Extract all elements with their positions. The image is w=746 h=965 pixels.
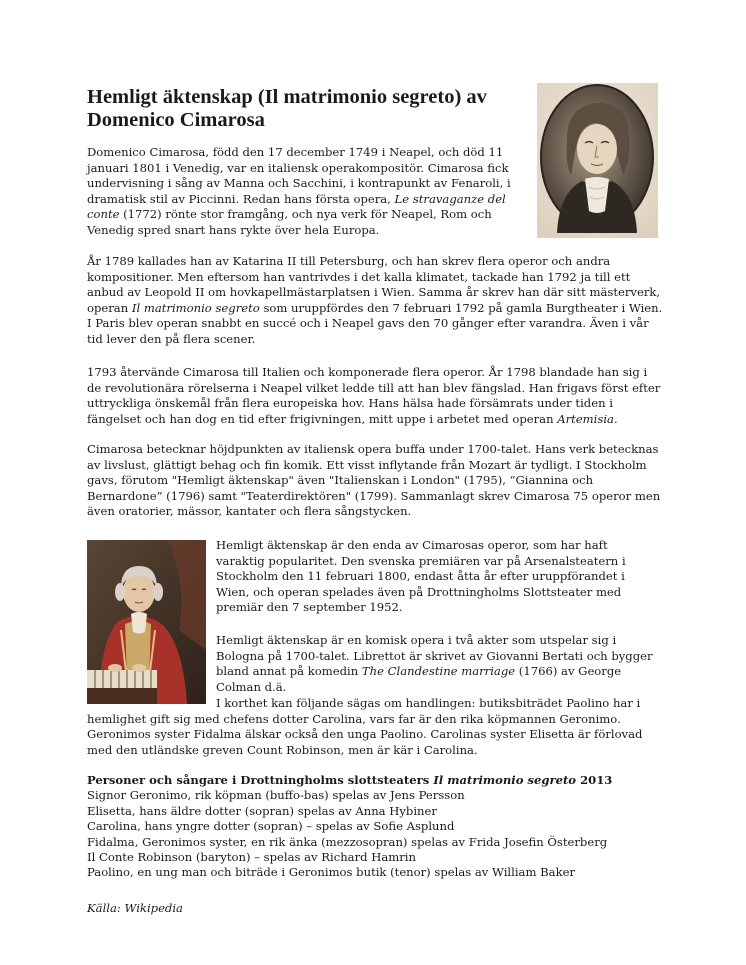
text-segment: Hemligt äktenskap är en komisk opera i två akter som utspelar sig i Bologna på 1700-talet. Librettot är skrivet av Giovanni Bertati och bygger bland annat på komedin [216,633,653,679]
cast-line: Carolina, hans yngre dotter (sopran) – spelas av Sofie Asplund [87,819,455,834]
opera-title-stravaganze: Le stravaganze del conte [87,191,506,222]
paragraph-biography [87,145,523,239]
opera-title-matrimonio: Il matrimonio segreto [433,773,577,787]
play-title-clandestine: The Clandestine marriage [361,664,516,679]
source-citation: Källa: Wikipedia [87,901,183,915]
paragraph-libretto [216,633,656,695]
text-segment: Domenico Cimarosa, född den 17 december 1749 i Neapel, och död 11 januari 1801 i Venedig, var en italiensk operakompositör. Cimarosa fick undervisning i sång av Manna och Sacchini, i kontrapunkt av Fenaroli, i dramatisk stil av Piccinni. Redan hans första opera, [87,145,511,206]
cast-line: Signor Geronimo, rik köpman (buffo-bas) spelas av Jens Persson [87,788,465,803]
cast-line: Fidalma, Geronimos syster, en rik änka (mezzosopran) spelas av Frida Josefin Österberg [87,834,608,849]
paragraph-popularity: Hemligt äktenskap är den enda av Cimarosas operor, som har haft varaktig popularitet. Den svenska premiären var på Arsenalsteatern i Stockholm den 11 februari 1800, endast åtta år efter uruppförandet i Wien, och operan spelades även på Drottningholms Slottsteater med premiär den 7 september 1952. [216,538,626,615]
text-segment: . [613,411,618,426]
text-segment: (1766) av George Colman d.ä. [216,664,622,694]
opera-title-matrimonio: Il matrimonio segreto [131,300,260,315]
paragraph-italy-return [87,365,664,427]
paragraph-petersburg [87,254,664,348]
paragraph-opera-buffa: Cimarosa betecknar höjdpunkten av italiensk opera buffa under 1700-talet. Hans verk betecknas av livslust, glättigt behag och fin komik. Ett visst inflytande från Mozart är tydligt. I Stockholm gavs, förutom "Hemligt äktenskap" även "Italienskan i London" (1795), “Giannina och Bernardone” (1796) samt "Teaterdirektören" (1799). Sammanlagt skrev Cimarosa 75 operor men även oratorier, mässor, kantater och flera sångstycken. [87,442,661,519]
text-segment: som uruppfördes den 7 februari 1792 på gamla Burgtheater i Wien. I Paris blev operan snabbt en succé och i Neapel gavs den 70 gånger efter varandra. Även i vår tid lever den på flera scener. [87,300,663,346]
text-segment: Personer och sångare i Drottningholms slottsteaters [87,773,434,787]
text-segment: (1772) rönte stor framgång, och nya verk för Neapel, Rom och Venedig spred snart hans rykte över hela Europa. [87,207,492,237]
portrait-cimarosa [537,83,658,238]
cast-line: Elisetta, hans äldre dotter (sopran) spelas av Anna Hybiner [87,803,437,818]
text-segment: År 1789 kallades han av Katarina II till Petersburg, och han skrev flera operor och andra kompositioner. Men eftersom han vantrivdes i det kalla klimatet, tackade han 1792 ja till ett anbud av Leopold II om hovkapellmästarplatsen i Wien. Samma år skrev han där sitt mästerverk, operan [87,254,661,315]
opera-title-artemisia: Artemisia [557,411,614,426]
text-segment: 1793 återvände Cimarosa till Italien och komponerade flera operor. År 1798 blandade han sig i de revolutionära rörelserna i Neapel vilket ledde till att han blev fängslad. Han frigavs först efter uttryckliga önskemål från flera europeiska hov. Hans hälsa hade försämrats under tiden i fängelset och han dog en tid efter frigivningen, mitt uppe i arbetet med operan [87,365,661,426]
cast-heading [87,773,664,788]
page-title: Hemligt äktenskap (Il matrimonio segreto) av Domenico Cimarosa [87,86,487,131]
portrait-seated-gentleman [87,540,206,704]
paragraph-plot: I korthet kan följande sägas om handlingen: butiksbiträdet Paolino har i hemlighet gift sig med chefens dotter Carolina, vars far är den rika köpmannen Geronimo. Geronimos syster Fidalma älskar också den unga Paolino. Carolinas syster Elisetta är förlovad med den utländske greven Count Robinson, men är kär i Carolina. [87,696,643,757]
cast-line: Il Conte Robinson (baryton) – spelas av Richard Hamrin [87,850,416,865]
text-segment: 2013 [576,773,613,787]
cast-list [87,773,664,881]
cast-line: Paolino, en ung man och biträde i Geronimos butik (tenor) spelas av William Baker [87,865,576,880]
